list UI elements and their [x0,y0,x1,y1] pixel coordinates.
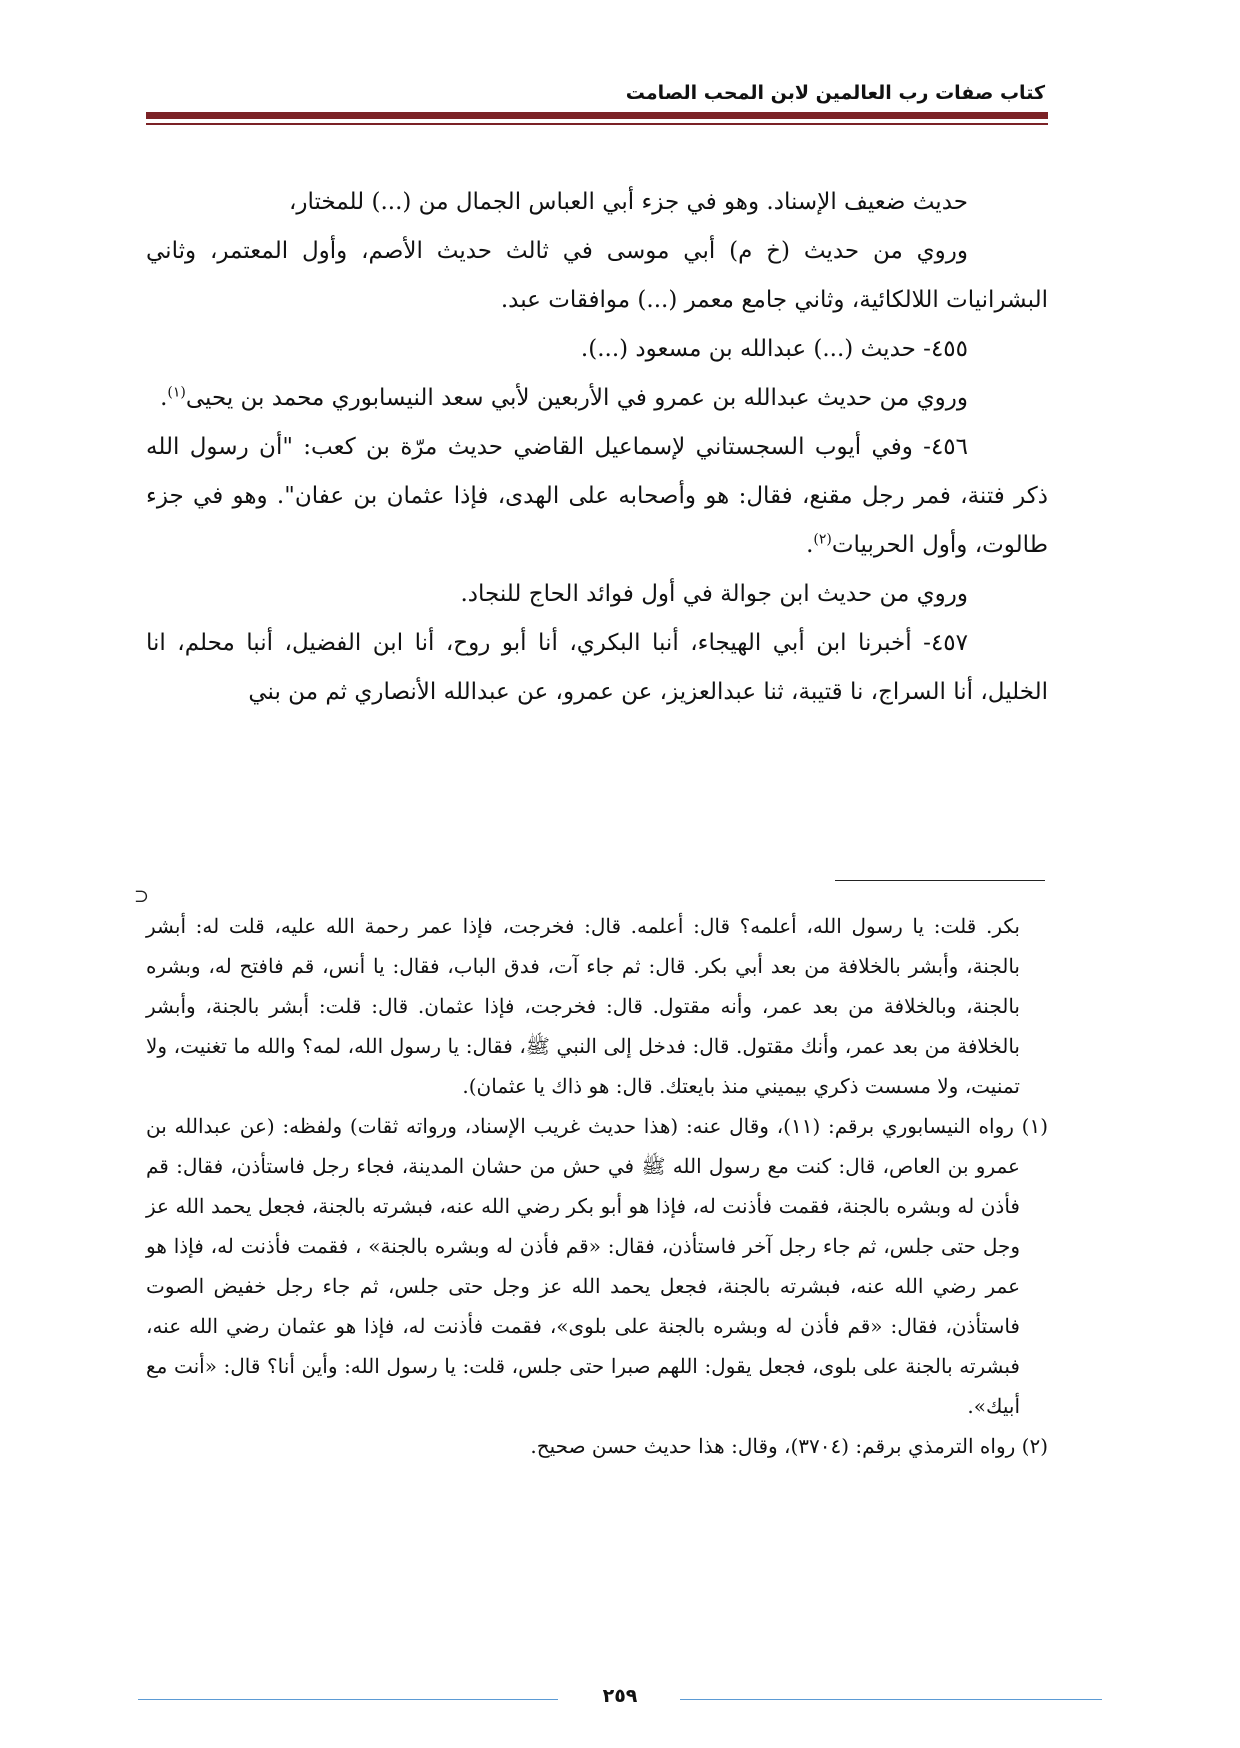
footnote-continuation: بكر. قلت: يا رسول الله، أعلمه؟ قال: أعلمه. قال: فخرجت، فإذا عمر رحمة الله عليه، قلت له: أبشر بالجنة، وأبشر بالخلافة من بعد أبي بكر. قال: ثم جاء آت، فدق الباب، فقال: يا أنس، قم فافتح له، وبشره بالجنة، وبالخلافة من بعد عمر، وأنه مقتول. قال: فخرجت، فإذا عثمان. قال: قلت: أبشر بالجنة، وأبشر بالخلافة من بعد عمر، وأنك مقتول. قال: فدخل إلى النبي ﷺ، فقال: يا رسول الله، لمه؟ والله ما تغنيت، ولا تمنيت، ولا مسست ذكري بيميني منذ بايعتك. قال: هو ذاك يا عثمان). [146,914,1020,1098]
punctuation: . [806,532,814,558]
hadith-456 [146,423,1048,570]
footer-rule-right [680,1699,1102,1700]
footnote-ref-1[interactable]: (١) [167,384,186,401]
text-span: ٤٥٦- وفي أيوب السجستاني لإسماعيل القاضي حديث مرّة بن كعب: "أن رسول الله ذكر فتنة، فمر رجل مقنع، فقال: هو وأصحابه على الهدى، فإذا عثمان بن عفان". وهو في جزء طالوت، وأول الحربيات [146,434,1048,558]
running-head-title: كتاب صفات رب العالمين لابن المحب الصامت [625,82,1045,104]
page-number: ٢٥٩ [602,1685,638,1707]
punctuation: . [160,385,168,411]
text-paragraph [146,374,1048,423]
text-paragraph: وروي من حديث (خ م) أبي موسى في ثالث حديث الأصم، وأول المعتمر، وثاني البشرانيات اللالكائية، وثاني جامع معمر (...) موافقات عبد. [146,238,1048,313]
footnote-2: (٢) رواه الترمذي برقم: (٣٧٠٤)، وقال: هذا حديث حسن صحيح. [530,1434,1048,1458]
continuation-mark: ⊃ [134,886,150,907]
text-line: حديث ضعيف الإسناد. وهو في جزء أبي العباس الجمال من (...) للمختار، [288,189,968,215]
footnote-1: (١) رواه النيسابوري برقم: (١١)، وقال عنه: (هذا حديث غريب الإسناد، ورواته ثقات) ولفظه: (عن عبدالله بن عمرو بن العاص، قال: كنت مع رسول الله ﷺ في حش من حشان المدينة، فجاء رجل فاستأذن، فقال: قم فأذن له وبشره بالجنة، فقمت فأذنت له، فإذا هو أبو بكر رضي الله عنه، فبشرته بالجنة، فجعل يحمد الله عز وجل حتى جلس، ثم جاء رجل آخر فاستأذن، فقال: «قم فأذن له وبشره بالجنة» ، فقمت فأذنت له، فإذا هو عمر رضي الله عنه، فبشرته بالجنة، فجعل يحمد الله عز وجل حتى جلس، ثم جاء رجل خفيض الصوت فاستأذن، فقال: «قم فأذن له وبشره بالجنة على بلوى»، فقمت فأذنت له، فإذا هو عثمان رضي الله عنه، فبشرته بالجنة على بلوى، فجعل يقول: اللهم صبرا حتى جلس، قلت: يا رسول الله: وأين أنا؟ قال: «أنت مع أبيك». [146,1114,1048,1418]
header-rule-thick [146,112,1048,119]
header-rule-thin [146,123,1048,125]
hadith-457: ٤٥٧- أخبرنا ابن أبي الهيجاء، أنبا البكري، أنا أبو روح، أنا ابن الفضيل، أنبا محلم، انا الخليل، أنا السراج، نا قتيبة، ثنا عبدالعزيز، عن عمرو، عن عبدالله الأنصاري ثم من بني [146,630,1048,705]
hadith-455: ٤٥٥- حديث (...) عبدالله بن مسعود (...). [580,336,968,362]
main-text [146,178,1048,717]
text-paragraph: وروي من حديث ابن جوالة في أول فوائد الحاج للنجاد. [460,581,968,607]
text-span: وروي من حديث عبدالله بن عمرو في الأربعين لأبي سعد النيسابوري محمد بن يحيى [185,385,968,411]
footer-rule-left [138,1699,558,1700]
footnote-separator [835,880,1045,881]
footnotes [146,906,1048,1466]
footnote-ref-2[interactable]: (٢) [813,531,832,548]
